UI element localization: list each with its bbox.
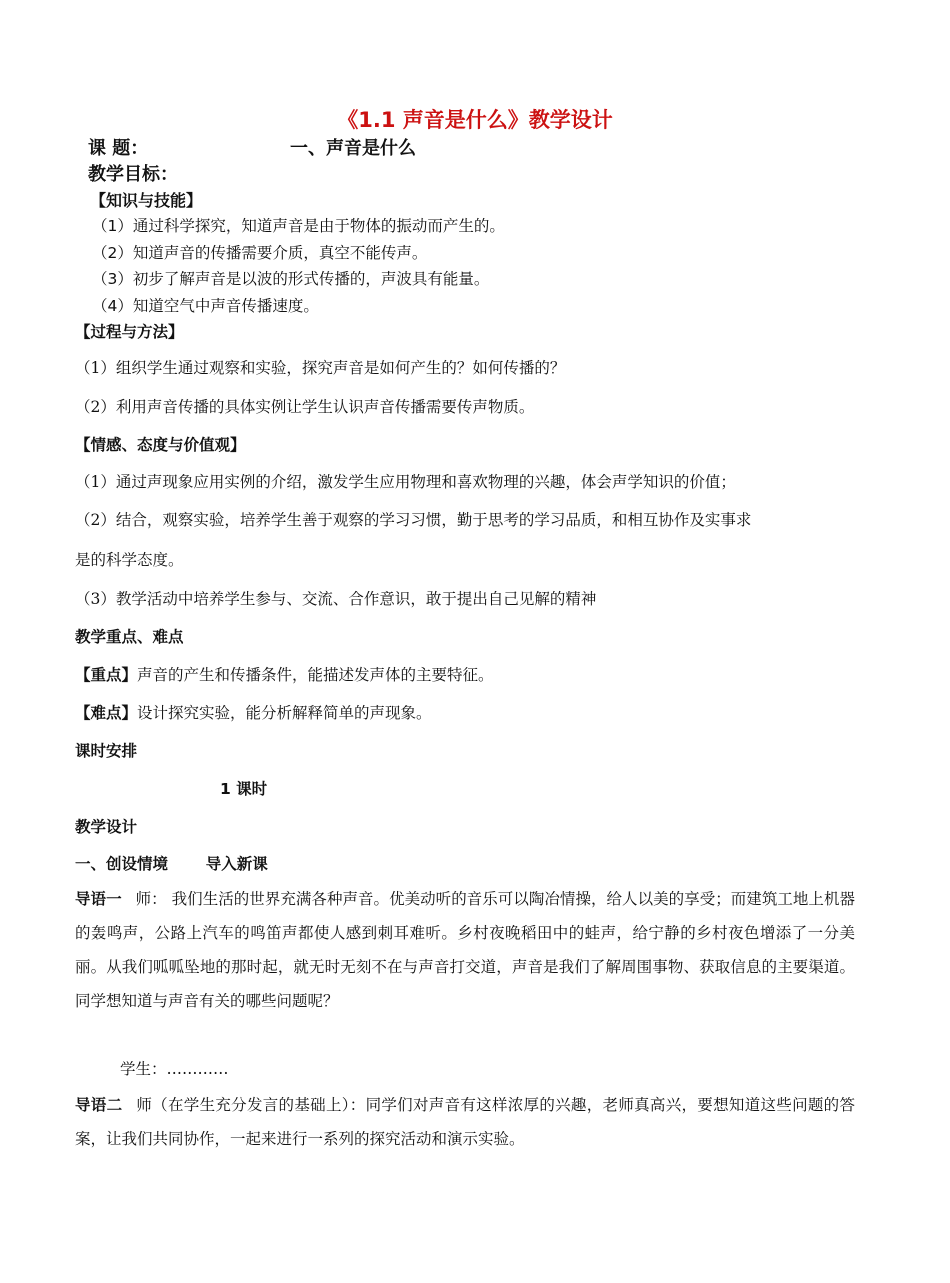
emotion-item-2-line-2: 是的科学态度。	[75, 551, 184, 569]
knowledge-item-4: （4）知道空气中声音传播速度。	[92, 297, 319, 315]
topic-label: 课 题：	[88, 138, 149, 159]
focus-text: 声音的产生和传播条件，能描述发声体的主要特征。	[137, 666, 494, 684]
knowledge-heading: 【知识与技能】	[90, 191, 203, 210]
section-1-heading: 一、创设情境 导入新课	[75, 855, 268, 873]
intro-1-text: 师： 我们生活的世界充满各种声音。优美动听的音乐可以陶冶情操，给人以美的享受；而建筑工地上机器的轰鸣声，公路上汽车的鸣笛声都使人感到刺耳难听。乡村夜晚稻田中的蛙声，给宁静的乡村夜色增添了一分美丽。从我们呱呱坠地的那时起，就无时无刻不在与声音打交道，声音是我们了解周围事物、获取信息的主要渠道。同学想知道与声音有关的哪些问题呢？	[75, 890, 855, 1010]
difficulty-label: 【难点】	[75, 704, 138, 722]
schedule-value: 1 课时	[220, 780, 268, 798]
document-title: 《1.1 声音是什么》教学设计	[337, 108, 613, 132]
topic-value: 一、声音是什么	[290, 138, 416, 159]
emotion-item-3: （3）教学活动中培养学生参与、交流、合作意识，敢于提出自己见解的精神	[75, 590, 597, 608]
intro-1-paragraph	[75, 882, 855, 1018]
intro-2-label: 导语二	[75, 1096, 123, 1114]
intro-2-text: 师（在学生充分发言的基础上）：同学们对声音有这样浓厚的兴趣，老师真高兴，要想知道这些问题的答案，让我们共同协作，一起来进行一系列的探究活动和演示实验。	[75, 1096, 855, 1148]
design-heading: 教学设计	[75, 818, 138, 836]
focus-line	[75, 663, 494, 685]
objectives-heading: 教学目标：	[88, 164, 178, 185]
intro-2-paragraph	[75, 1088, 855, 1156]
focus-label: 【重点】	[75, 666, 138, 684]
student-line: 学生：…………	[120, 1060, 229, 1078]
key-points-heading: 教学重点、难点	[75, 628, 184, 646]
difficulty-text: 设计探究实验，能分析解释简单的声现象。	[137, 704, 432, 722]
difficulty-line	[75, 701, 432, 723]
emotion-item-1: （1）通过声现象应用实例的介绍，激发学生应用物理和喜欢物理的兴趣，体会声学知识的价值；	[75, 473, 736, 491]
knowledge-item-3: （3）初步了解声音是以波的形式传播的，声波具有能量。	[92, 270, 490, 288]
schedule-heading: 课时安排	[75, 742, 138, 760]
process-item-1: （1）组织学生通过观察和实验，探究声音是如何产生的？如何传播的？	[75, 359, 566, 377]
emotion-item-2-line-1: （2）结合，观察实验，培养学生善于观察的学习习惯，勤于思考的学习品质，和相互协作及实事求	[75, 511, 752, 529]
knowledge-item-1: （1）通过科学探究，知道声音是由于物体的振动而产生的。	[92, 217, 505, 235]
knowledge-item-2: （2）知道声音的传播需要介质，真空不能传声。	[92, 244, 428, 262]
emotion-heading: 【情感、态度与价值观】	[75, 436, 246, 454]
process-item-2: （2）利用声音传播的具体实例让学生认识声音传播需要传声物质。	[75, 398, 535, 416]
process-heading: 【过程与方法】	[75, 323, 184, 341]
intro-1-label: 导语一	[75, 890, 122, 908]
